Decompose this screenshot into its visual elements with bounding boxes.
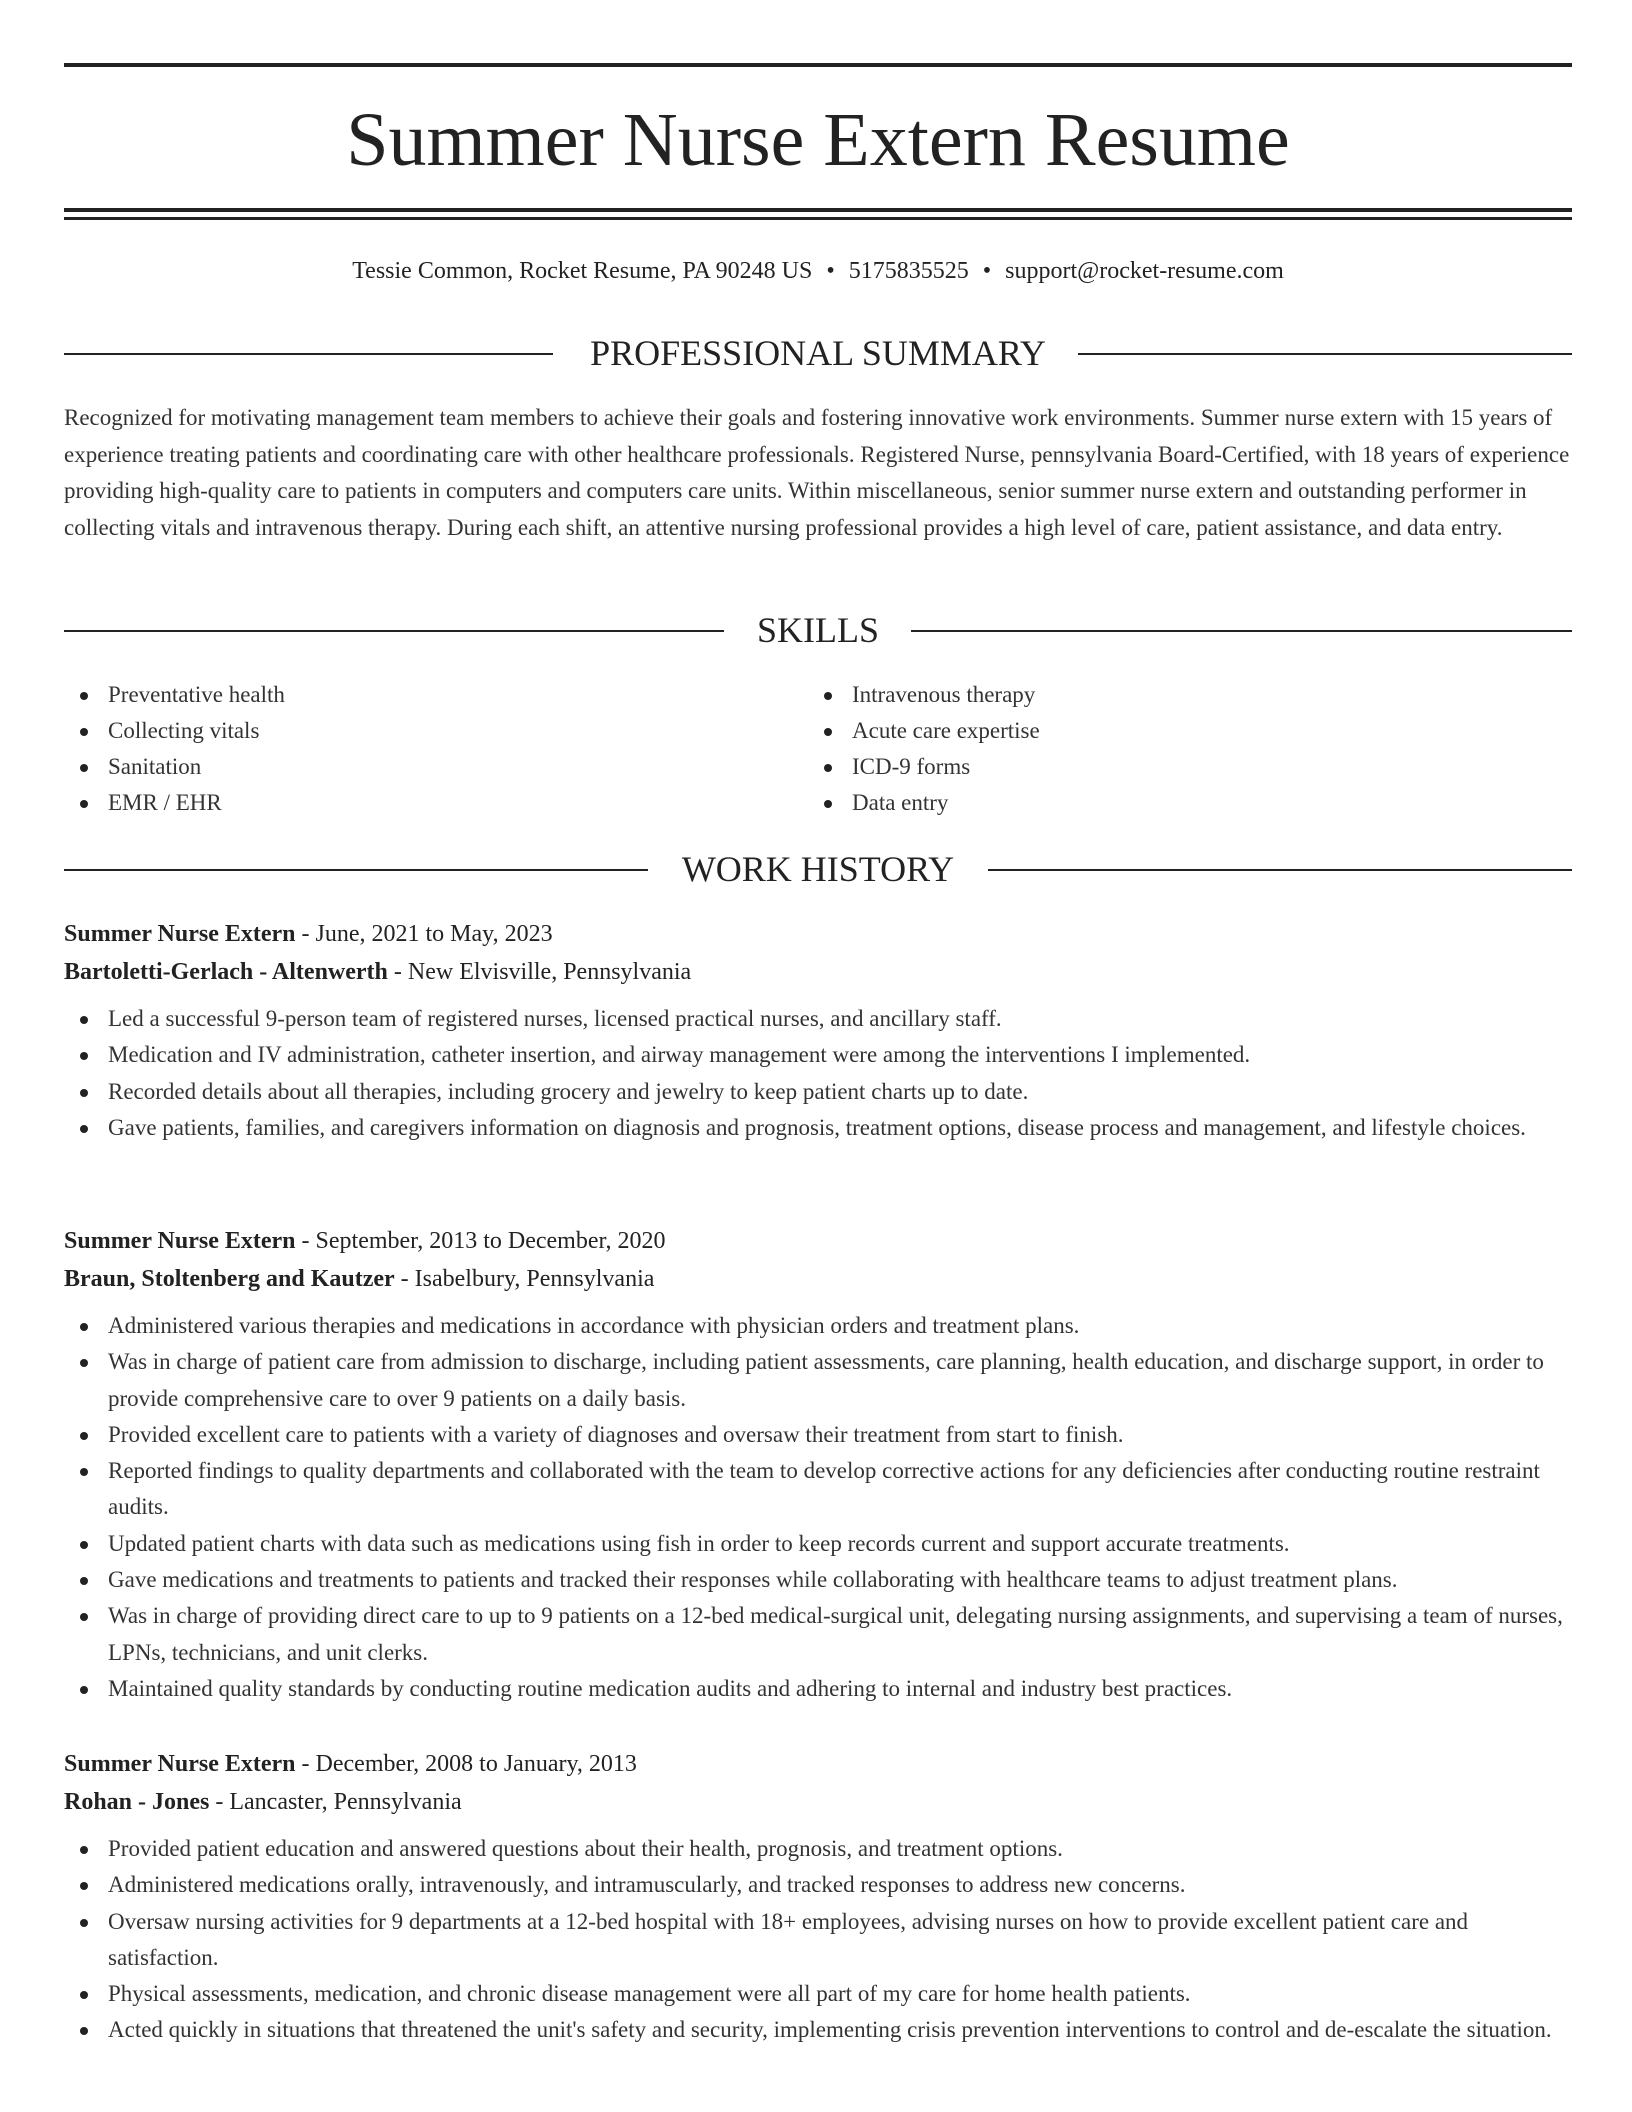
job-company-line <box>64 953 1572 991</box>
job-location: - Lancaster, Pennsylvania <box>209 1789 462 1815</box>
job-entry <box>64 1222 1572 1707</box>
job-bullet: Updated patient charts with data such as medications using fish in order to keep records current and support accurate treatments. <box>64 1526 1572 1562</box>
job-bullet: Provided patient education and answered questions about their health, prognosis, and treatment options. <box>64 1831 1572 1867</box>
job-title: Summer Nurse Extern <box>64 1228 296 1254</box>
skill-item: EMR / EHR <box>64 785 285 821</box>
job-company: Rohan - Jones <box>64 1789 210 1815</box>
skills-column-left <box>64 677 285 821</box>
job-company-line <box>64 1783 1572 1821</box>
summary-text: Recognized for motivating management team members to achieve their goals and fostering innovative work environments. Summer nurse extern with 15 years of experience treating patients and coordinating care with other healthcare professionals. Registered Nurse, pennsylvania Board-Certified, with 18 years of experience providing high-quality care to patients in computers and computers care units. Within miscellaneous, senior summer nurse extern and outstanding performer in collecting vitals and intravenous therapy. During each shift, an attentive nursing professional provides a high level of care, patient assistance, and data entry. <box>64 405 1570 540</box>
contact-email: support@rocket-resume.com <box>1005 258 1284 284</box>
job-dates: - September, 2013 to December, 2020 <box>295 1228 666 1254</box>
job-entry <box>64 915 1572 1146</box>
contact-separator: • <box>826 258 835 284</box>
job-location: - Isabelbury, Pennsylvania <box>394 1266 655 1292</box>
title-rule-upper <box>64 208 1572 212</box>
job-bullet: Administered medications orally, intravenously, and intramuscularly, and tracked responses to address new concerns. <box>64 1867 1572 1903</box>
job-bullet: Oversaw nursing activities for 9 departments at a 12-bed hospital with 18+ employees, advising nurses on how to provide excellent patient care and satisfaction. <box>64 1904 1572 1977</box>
job-title: Summer Nurse Extern <box>64 1751 296 1777</box>
job-entry <box>64 1745 1572 2049</box>
section-title: WORK HISTORY <box>650 849 986 889</box>
job-bullet: Acted quickly in situations that threatened the unit's safety and security, implementing crisis prevention interventions to control and de-escalate the situation. <box>64 2012 1572 2048</box>
title-rule-lower <box>64 217 1572 220</box>
contact-address: Tessie Common, Rocket Resume, PA 90248 US <box>352 258 813 284</box>
job-location: - New Elvisville, Pennsylvania <box>387 959 692 985</box>
job-bullet: Led a successful 9-person team of registered nurses, licensed practical nurses, and ancillary staff. <box>64 1001 1572 1037</box>
job-title-line <box>64 1745 1572 1783</box>
resume-title: Summer Nurse Extern Resume <box>346 98 1290 182</box>
contact-phone: 5175835525 <box>848 258 969 284</box>
job-bullet: Provided excellent care to patients with a variety of diagnoses and oversaw their treatment from start to finish. <box>64 1417 1572 1453</box>
skill-item: Intravenous therapy <box>808 677 1040 713</box>
job-bullets <box>64 1831 1572 2049</box>
skill-item: ICD-9 forms <box>808 749 1040 785</box>
skill-item: Sanitation <box>64 749 285 785</box>
job-title-line <box>64 1222 1572 1260</box>
job-title: Summer Nurse Extern <box>64 921 296 947</box>
job-dates: - June, 2021 to May, 2023 <box>295 921 553 947</box>
job-bullet: Was in charge of patient care from admission to discharge, including patient assessments, care planning, health education, and discharge support, in order to provide comprehensive care to over 9 patients on a daily basis. <box>64 1344 1572 1417</box>
skill-item: Data entry <box>808 785 1040 821</box>
job-dates: - December, 2008 to January, 2013 <box>295 1751 637 1777</box>
job-title-line <box>64 915 1572 953</box>
job-bullets <box>64 1001 1572 1146</box>
job-company-line <box>64 1260 1572 1298</box>
job-company: Bartoletti-Gerlach - Altenwerth <box>64 959 388 985</box>
section-title: PROFESSIONAL SUMMARY <box>558 333 1078 373</box>
skills-column-right <box>808 677 1040 821</box>
job-bullet: Medication and IV administration, catheter insertion, and airway management were among the interventions I implemented. <box>64 1037 1572 1073</box>
job-bullet: Reported findings to quality departments and collaborated with the team to develop corrective actions for any deficiencies after conducting routine restraint audits. <box>64 1453 1572 1526</box>
job-bullet: Maintained quality standards by conducting routine medication audits and adhering to internal and industry best practices. <box>64 1671 1572 1707</box>
skill-item: Preventative health <box>64 677 285 713</box>
contact-separator: • <box>982 258 992 284</box>
contact-line <box>64 254 1572 288</box>
work-history-heading <box>64 847 1572 891</box>
summary-heading <box>64 331 1572 375</box>
skills-heading <box>64 608 1572 652</box>
job-bullet: Administered various therapies and medications in accordance with physician orders and treatment plans. <box>64 1308 1572 1344</box>
section-title: SKILLS <box>725 610 911 650</box>
job-bullets <box>64 1308 1572 1707</box>
job-bullet: Recorded details about all therapies, including grocery and jewelry to keep patient charts up to date. <box>64 1074 1572 1110</box>
job-bullet: Was in charge of providing direct care to up to 9 patients on a 12-bed medical-surgical unit, delegating nursing assignments, and supervising a team of nurses, LPNs, technicians, and unit clerks. <box>64 1598 1572 1671</box>
job-bullet: Gave medications and treatments to patients and tracked their responses while collaborating with healthcare teams to adjust treatment plans. <box>64 1562 1572 1598</box>
skill-item: Acute care expertise <box>808 713 1040 749</box>
skill-item: Collecting vitals <box>64 713 285 749</box>
job-bullet: Gave patients, families, and caregivers information on diagnosis and prognosis, treatment options, disease process and management, and lifestyle choices. <box>64 1110 1572 1146</box>
job-company: Braun, Stoltenberg and Kautzer <box>64 1266 395 1292</box>
job-bullet: Physical assessments, medication, and chronic disease management were all part of my care for home health patients. <box>64 1976 1572 2012</box>
top-rule <box>64 63 1572 67</box>
